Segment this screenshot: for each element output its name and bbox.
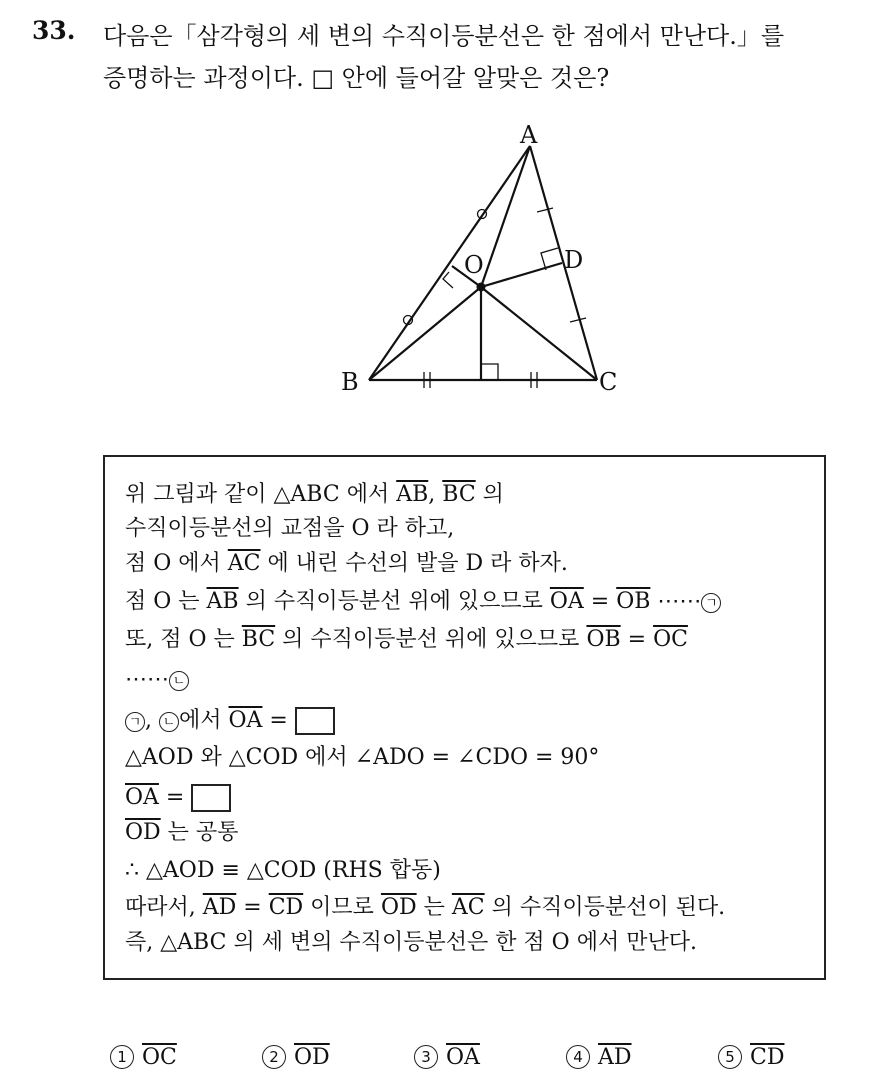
- right-angle-mark-bc: [481, 364, 498, 380]
- proof-line: 수직이등분선의 교점을 O 라 하고,: [125, 516, 455, 541]
- proof-text: 또, 점 O 는: [125, 627, 242, 652]
- question-number: 33.: [32, 16, 76, 45]
- choice-number: 1: [110, 1045, 134, 1069]
- choice-number: 4: [566, 1045, 590, 1069]
- segment-oa: $\overline{OA}$: [125, 785, 159, 810]
- choice-4[interactable]: [566, 1045, 632, 1070]
- proof-text: 의 수직이등분선 위에 있으므로: [238, 589, 550, 614]
- segment-oa: [481, 146, 530, 287]
- choice-number: 5: [718, 1045, 742, 1069]
- segment-ob: [369, 287, 481, 380]
- proof-text: ,: [428, 482, 443, 507]
- circled-nieun: ㄴ: [169, 671, 189, 691]
- proof-line: ∴ △AOD ≡ △COD (RHS 합동): [125, 858, 441, 883]
- segment-od: $\overline{OD}$: [380, 895, 417, 920]
- segment-oc: $\overline{OC}$: [653, 627, 688, 652]
- choice-2[interactable]: [262, 1045, 330, 1070]
- proof-text: ⋯⋯: [125, 667, 169, 692]
- segment-ob: $\overline{OB}$: [616, 589, 651, 614]
- point-o: [477, 283, 486, 292]
- choice-segment: $\overline{OD}$: [294, 1045, 330, 1070]
- proof-line: [125, 784, 231, 812]
- segment-ad: $\overline{AD}$: [202, 895, 237, 920]
- circled-giyeok: ㄱ: [125, 712, 145, 732]
- segment-ac: $\overline{AC}$: [227, 551, 261, 576]
- proof-line: [125, 822, 238, 844]
- triangle-figure: [0, 0, 884, 440]
- proof-text: =: [158, 785, 192, 810]
- proof-line: [125, 669, 189, 691]
- segment-cd: $\overline{CD}$: [268, 895, 304, 920]
- proof-text: ⋯⋯: [650, 589, 702, 614]
- segment-oa: $\overline{OA}$: [228, 708, 263, 733]
- proof-text: 의 수직이등분선이 된다.: [484, 895, 726, 920]
- choice-3[interactable]: [414, 1045, 480, 1070]
- proof-text: 에서: [179, 708, 229, 733]
- proof-text: =: [236, 895, 269, 920]
- proof-line: △AOD 와 △COD 에서 ∠ADO = ∠CDO = 90°: [125, 745, 600, 770]
- proof-text: 위 그림과 같이 △ABC 에서: [125, 482, 397, 507]
- proof-text: 점 O 는: [125, 589, 207, 614]
- circled-nieun: ㄴ: [159, 712, 179, 732]
- proof-text: 는 공통: [160, 820, 239, 845]
- proof-line: [125, 484, 504, 506]
- proof-text: =: [262, 708, 295, 733]
- choice-segment: $\overline{OA}$: [446, 1045, 480, 1070]
- choice-segment: $\overline{OC}$: [142, 1045, 177, 1070]
- proof-line: [125, 897, 725, 919]
- choice-segment: $\overline{AD}$: [598, 1045, 632, 1070]
- segment-bc: $\overline{BC}$: [241, 627, 276, 652]
- proof-line: [125, 629, 688, 651]
- choice-number: 2: [262, 1045, 286, 1069]
- tick-ad: [537, 208, 553, 212]
- proof-text: 에 내린 수선의 발을 D 라 하자.: [260, 551, 568, 576]
- proof-line: [125, 553, 568, 575]
- segment-od: [481, 263, 562, 287]
- right-angle-mark-ab: [443, 272, 453, 288]
- proof-line: 즉, △ABC 의 세 변의 수직이등분선은 한 점 O 에서 만난다.: [125, 930, 697, 955]
- choice-5[interactable]: [718, 1045, 784, 1070]
- side-ab: [369, 146, 530, 380]
- label-b: B: [341, 368, 359, 396]
- proof-line: [125, 707, 335, 735]
- answer-blank: [295, 707, 335, 735]
- choice-segment: $\overline{CD}$: [750, 1045, 785, 1070]
- segment-bc: $\overline{BC}$: [442, 482, 476, 507]
- proof-text: =: [620, 627, 654, 652]
- label-d: D: [564, 246, 584, 274]
- choice-1[interactable]: [110, 1045, 177, 1070]
- proof-text: 따라서,: [125, 895, 203, 920]
- segment-ob: $\overline{OB}$: [586, 627, 621, 652]
- question-text-line-2: 증명하는 과정이다. □ 안에 들어갈 알맞은 것은?: [103, 64, 610, 92]
- tick-dc: [570, 318, 586, 322]
- proof-text: 의 수직이등분선 위에 있으므로: [275, 627, 587, 652]
- question-text-line-1: 다음은「삼각형의 세 변의 수직이등분선은 한 점에서 만난다.」를: [103, 22, 785, 50]
- proof-line: [125, 591, 721, 613]
- proof-text: 점 O 에서: [125, 551, 228, 576]
- segment-ab: $\overline{AB}$: [206, 589, 239, 614]
- label-a: A: [520, 121, 538, 149]
- proof-text: ,: [145, 708, 159, 733]
- label-o: O: [464, 251, 484, 279]
- segment-ac: $\overline{AC}$: [451, 895, 485, 920]
- segment-ab: $\overline{AB}$: [396, 482, 429, 507]
- answer-blank: [191, 784, 231, 812]
- segment-oa: $\overline{OA}$: [549, 589, 584, 614]
- proof-text: 이므로: [303, 895, 381, 920]
- proof-text: =: [583, 589, 617, 614]
- choice-number: 3: [414, 1045, 438, 1069]
- proof-text: 의: [475, 482, 504, 507]
- circled-giyeok: ㄱ: [701, 593, 721, 613]
- label-c: C: [599, 368, 618, 396]
- proof-text: 는: [416, 895, 452, 920]
- proof-box: [103, 455, 826, 980]
- segment-od: $\overline{OD}$: [125, 820, 161, 845]
